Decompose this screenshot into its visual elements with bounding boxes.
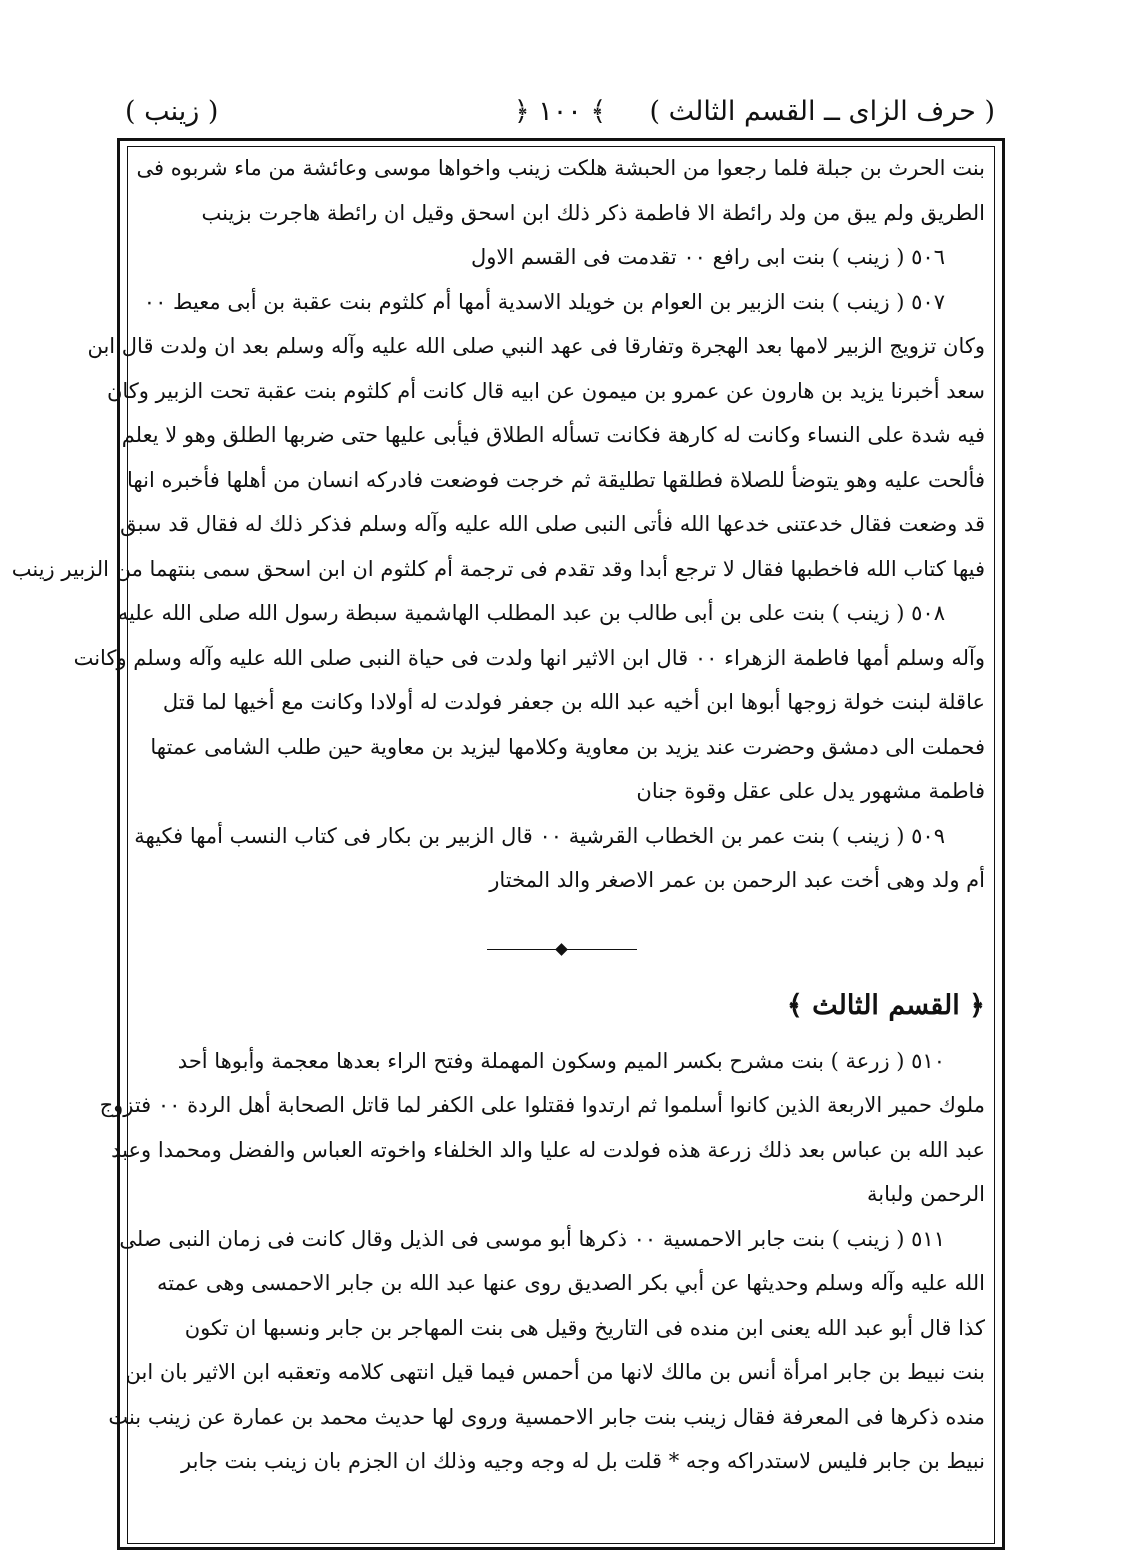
section-divider (138, 903, 985, 973)
entry-511: ٥١١ ( زينب ) بنت جابر الاحمسية ٠٠ ذكرها أبو موسى فى الذيل وقال كانت فى زمان النبى صلى (119, 1226, 945, 1251)
entry-507: ٥٠٧ ( زينب ) بنت الزبير بن العوام بن خويلد الاسدية أمها أم كلثوم بنت عقبة بن أبى معيط ٠٠ (143, 289, 945, 314)
text-line: كذا قال أبو عبد الله يعنى ابن منده فى التاريخ وقيل هى بنت المهاجر بن جابر ونسبها ان تكون (184, 1315, 985, 1340)
section-heading: ﴿ القسم الثالث ﴾ (786, 989, 985, 1021)
text-line: سعد أخبرنا يزيد بن هارون عن عمرو بن ميمون عن ابيه قال كانت أم كلثوم بنت عقبة تحت الزبير وكان (106, 378, 985, 403)
text-line: فيه شدة على النساء وكانت له كارهة فكانت تسأله الطلاق فيأبى عليها حتى ضربها الطلق وهو لا يعلم (121, 423, 985, 447)
text-line: فحملت الى دمشق وحضرت عند يزيد بن معاوية وكلامها ليزيد بن معاوية حين طلب الشامى عمتها (150, 734, 985, 759)
divider-ornament (555, 943, 568, 956)
page-number: ﴿ ١٠٠ ﴾ (513, 96, 607, 127)
text-line: نبيط بن جابر فليس لاستدراكه وجه * قلت بل له وجه وجيه وذلك ان الجزم بان زينب بنت جابر (181, 1449, 985, 1473)
page-header (125, 92, 995, 132)
text-line: الطريق ولم يبق من ولد رائطة الا فاطمة ذكر ذلك ابن اسحق وقيل ان رائطة هاجرت بزينب (201, 200, 985, 225)
text-line: ملوك حمير الاربعة الذين كانوا أسلموا ثم ارتدوا فقتلوا على الكفر لما قاتل الصحابة أهل الردة ٠٠ فتزوج (99, 1093, 985, 1117)
text-line: فألحت عليه وهو يتوضأ للصلاة فطلقها تطليقة ثم خرجت فوضعت فادركه انسان من أهلها فأخبره انها (127, 467, 985, 492)
text-line: الله عليه وآله وسلم وحديثها عن أبي بكر الصديق روى عنها عبد الله بن جابر الاحمسى وهى عمته (156, 1271, 985, 1295)
text-line: وكان تزويج الزبير لامها بعد الهجرة وتفارقا فى عهد النبي صلى الله عليه وآله وسلم بعد ان ولدت قال ابن (87, 334, 985, 358)
text-line: فاطمة مشهور يدل على عقل وقوة جنان (636, 779, 985, 803)
text-line: منده ذكرها فى المعرفة فقال زينب بنت جابر الاحمسية وروى لها حديث محمد بن عمارة عن زينب بنت (108, 1404, 985, 1429)
text-line: بنت نبيط بن جابر امرأة أنس بن مالك لانها من أحمس فيما قيل انتهى كلامه وتعقبه ابن الاثير بان ابن (125, 1360, 985, 1384)
header-entry-name: ( زينب ) (125, 96, 219, 127)
text-line: فيها كتاب الله فاخطبها فقال لا ترجع أبدا وقد تقدم فى ترجمة أم كلثوم ان ابن اسحق سمى بنتهما من الزبير زينب (11, 556, 985, 581)
text-line: الرحمن ولبابة (867, 1182, 985, 1206)
entry-506: ٥٠٦ ( زينب ) بنت ابى رافع ٠٠ تقدمت فى القسم الاول (470, 245, 945, 269)
text-body (11, 146, 985, 1544)
text-line: قد وضعت فقال خدعتنى خدعها الله فأتى النبى صلى الله عليه وآله وسلم فذكر ذلك له فقال قد سبق (120, 512, 985, 536)
entry-508: ٥٠٨ ( زينب ) بنت على بن أبى طالب بن عبد المطلب الهاشمية سبطة رسول الله صلى الله عليه (117, 601, 945, 625)
text-line: عبد الله بن عباس بعد ذلك زرعة هذه فولدت له عليا والد الخلفاء واخوته العباس والفضل ومحمدا وعبد (111, 1137, 985, 1162)
text-line: بنت الحرث بن جبلة فلما رجعوا من الحبشة هلكت زينب واخواها موسى وعائشة من ماء شربوه فى (136, 156, 985, 180)
text-line: وآله وسلم أمها فاطمة الزهراء ٠٠ قال ابن الاثير انها ولدت فى حياة النبى صلى الله عليه وآله وسلم وكانت (73, 645, 985, 670)
text-line: أم ولد وهى أخت عبد الرحمن بن عمر الاصغر والد المختار (489, 868, 985, 892)
entry-510: ٥١٠ ( زرعة ) بنت مشرح بكسر الميم وسكون المهملة وفتح الراء بعدها معجمة وأبوها أحد (177, 1048, 945, 1073)
entry-509: ٥٠٩ ( زينب ) بنت عمر بن الخطاب القرشية ٠٠ قال الزبير بن بكار فى كتاب النسب أمها فكيهة (134, 823, 945, 848)
header-chapter: ( حرف الزاى ــ القسم الثالث ) (649, 96, 995, 127)
text-line: عاقلة لبنت خولة زوجها أبوها ابن أخيه عبد الله بن جعفر فولدت له أولادا وكانت مع أخيها لما قتل (162, 690, 985, 714)
